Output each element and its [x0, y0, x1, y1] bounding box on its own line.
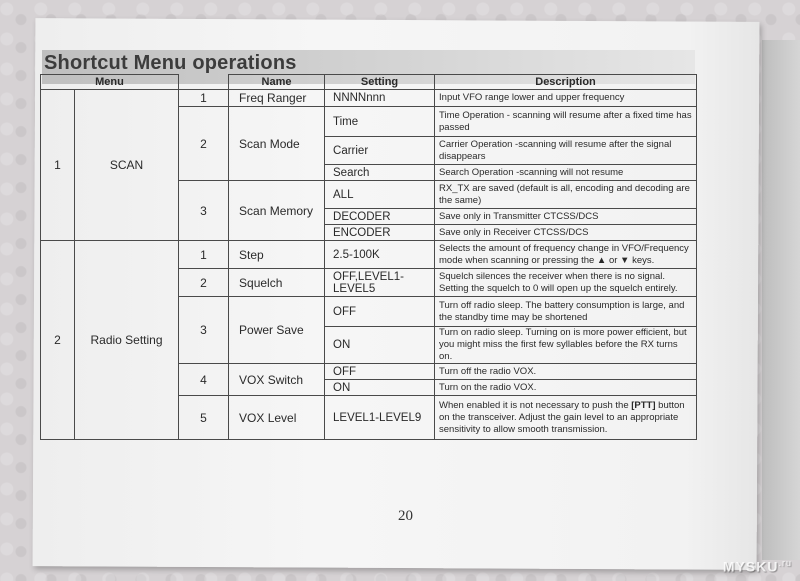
item-number: 3 — [179, 181, 229, 241]
item-name: Freq Ranger — [229, 90, 325, 107]
item-name: Power Save — [229, 297, 325, 364]
setting-value: DECODER — [325, 209, 435, 225]
item-number: 2 — [179, 107, 229, 181]
setting-description: Turn off the radio VOX. — [435, 364, 697, 380]
description-text: button on the transceiver. Adjust the gain level to an appropriate sensitivity to allow smooth transmission. — [439, 399, 685, 435]
setting-value: ALL — [325, 181, 435, 209]
setting-description — [435, 396, 697, 440]
item-name: Squelch — [229, 269, 325, 297]
item-name: VOX Level — [229, 396, 325, 440]
setting-description: Save only in Transmitter CTCSS/DCS — [435, 209, 697, 225]
setting-description: Squelch silences the receiver when there is no signal. Setting the squelch to 0 will open up the squelch entirely. — [435, 269, 697, 297]
setting-description: Time Operation - scanning will resume after a fixed time has passed — [435, 107, 697, 137]
table-row — [41, 90, 697, 107]
setting-description: RX_TX are saved (default is all, encoding and decoding are the same) — [435, 181, 697, 209]
item-name: Step — [229, 241, 325, 269]
ptt-key-label: [PTT] — [631, 399, 656, 411]
setting-value: OFF — [325, 364, 435, 380]
setting-value: Carrier — [325, 137, 435, 165]
setting-value: OFF — [325, 297, 435, 327]
item-number: 2 — [179, 269, 229, 297]
table-header-row — [41, 75, 697, 90]
page-number: 20 — [398, 508, 413, 524]
menu-name: SCAN — [75, 90, 179, 241]
setting-value: ENCODER — [325, 225, 435, 241]
item-number: 1 — [179, 241, 229, 269]
header-name: Name — [229, 75, 325, 90]
setting-value: Search — [325, 165, 435, 181]
setting-description: Turn off radio sleep. The battery consumption is large, and the standby time may be shortened — [435, 297, 697, 327]
setting-value: NNNNnnn — [325, 90, 435, 107]
next-page-edge — [762, 40, 800, 560]
setting-value: ON — [325, 327, 435, 364]
setting-description: Search Operation -scanning will not resume — [435, 165, 697, 181]
setting-value: Time — [325, 107, 435, 137]
setting-value: LEVEL1-LEVEL9 — [325, 396, 435, 440]
setting-value: 2.5-100K — [325, 241, 435, 269]
menu-number: 1 — [41, 90, 75, 241]
item-number: 3 — [179, 297, 229, 364]
item-name: Scan Memory — [229, 181, 325, 241]
watermark-logo: $MYSKU^{.ru}$ — [722, 558, 792, 575]
shortcut-menu-table — [40, 74, 697, 440]
header-setting: Setting — [325, 75, 435, 90]
header-menu: Menu — [41, 75, 179, 90]
table-row — [41, 241, 697, 269]
setting-description: Input VFO range lower and upper frequency — [435, 90, 697, 107]
header-description: Description — [435, 75, 697, 90]
item-name: VOX Switch — [229, 364, 325, 396]
item-number: 4 — [179, 364, 229, 396]
setting-description: Turn on radio sleep. Turning on is more power efficient, but you might miss the first few syllables before the RX turns on. — [435, 327, 697, 364]
description-text: When enabled it is not necessary to push the — [439, 399, 632, 411]
setting-description: Save only in Receiver CTCSS/DCS — [435, 225, 697, 241]
item-name: Scan Mode — [229, 107, 325, 181]
setting-description: Selects the amount of frequency change in VFO/Frequency mode when scanning or pressing the ▲ or ▼ keys. — [435, 241, 697, 269]
setting-value: ON — [325, 380, 435, 396]
setting-description: Carrier Operation -scanning will resume after the signal disappears — [435, 137, 697, 165]
setting-value: OFF,LEVEL1-LEVEL5 — [325, 269, 435, 297]
item-number: 5 — [179, 396, 229, 440]
menu-name: Radio Setting — [75, 241, 179, 440]
menu-number: 2 — [41, 241, 75, 440]
item-number: 1 — [179, 90, 229, 107]
setting-description: Turn on the radio VOX. — [435, 380, 697, 396]
page-title: Shortcut Menu operations — [44, 52, 297, 74]
